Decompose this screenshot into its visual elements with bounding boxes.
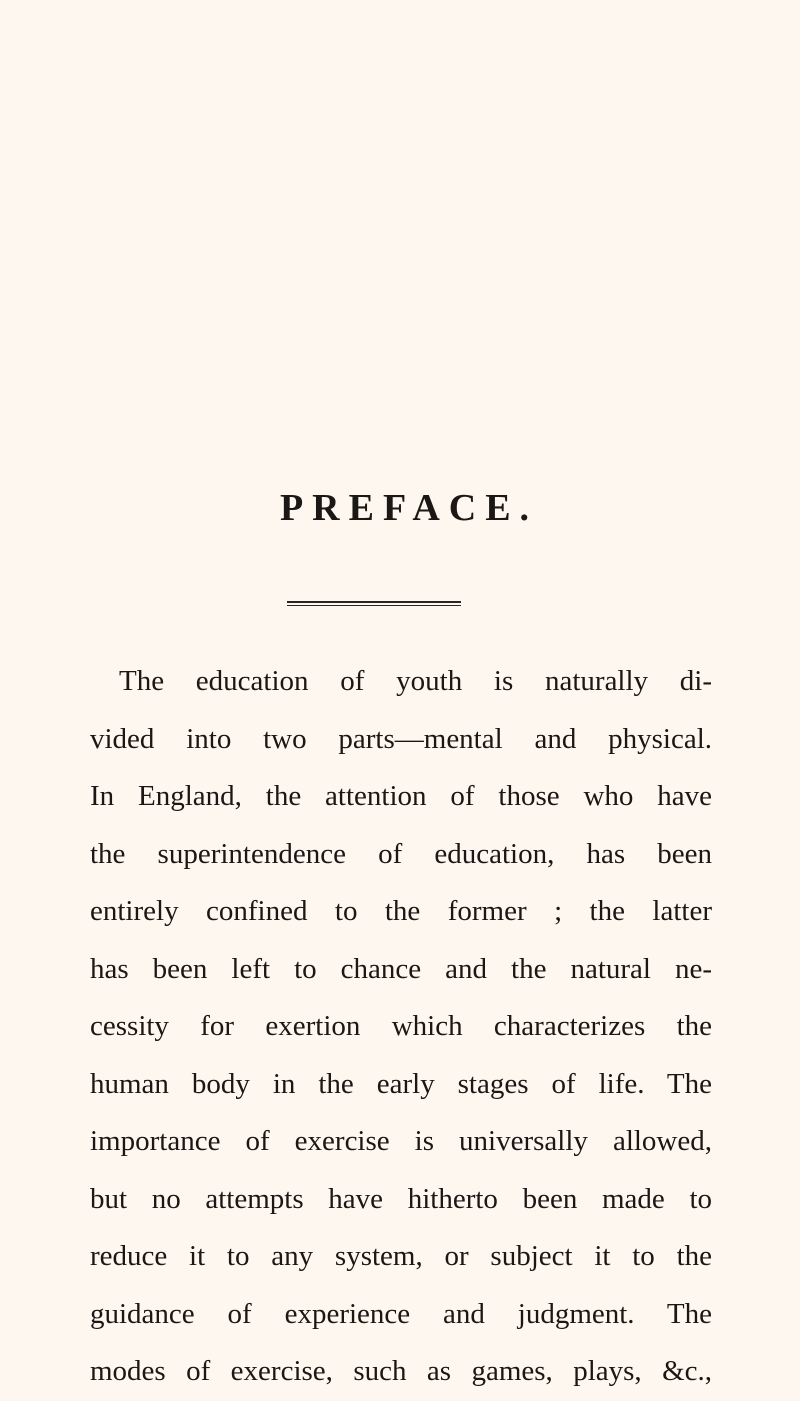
text-line: modes of exercise, such as games, plays, &c., bbox=[90, 1355, 712, 1387]
text-line: reduce it to any system, or subject it to the bbox=[90, 1240, 712, 1272]
heading-double-rule-bottom bbox=[287, 605, 461, 606]
text-line: The education of youth is naturally di- bbox=[119, 665, 712, 697]
text-line: In England, the attention of those who have bbox=[90, 780, 712, 812]
text-line: but no attempts have hitherto been made to bbox=[90, 1182, 712, 1215]
preface-heading: PREFACE. bbox=[279, 487, 539, 529]
text-line: vided into two parts—mental and physical. bbox=[90, 722, 712, 755]
text-line: human body in the early stages of life. The bbox=[90, 1067, 712, 1100]
text-line: the superintendence of education, has been bbox=[90, 837, 712, 870]
text-line: cessity for exertion which characterizes the bbox=[90, 1010, 712, 1042]
text-line: importance of exercise is universally allowed, bbox=[90, 1125, 712, 1157]
text-line: entirely confined to the former ; the latter bbox=[90, 895, 712, 927]
text-line: has been left to chance and the natural ne- bbox=[90, 952, 712, 985]
text-line: guidance of experience and judgment. The bbox=[90, 1297, 712, 1330]
preface-paragraph bbox=[90, 653, 712, 1401]
heading-double-rule-top bbox=[287, 601, 461, 603]
